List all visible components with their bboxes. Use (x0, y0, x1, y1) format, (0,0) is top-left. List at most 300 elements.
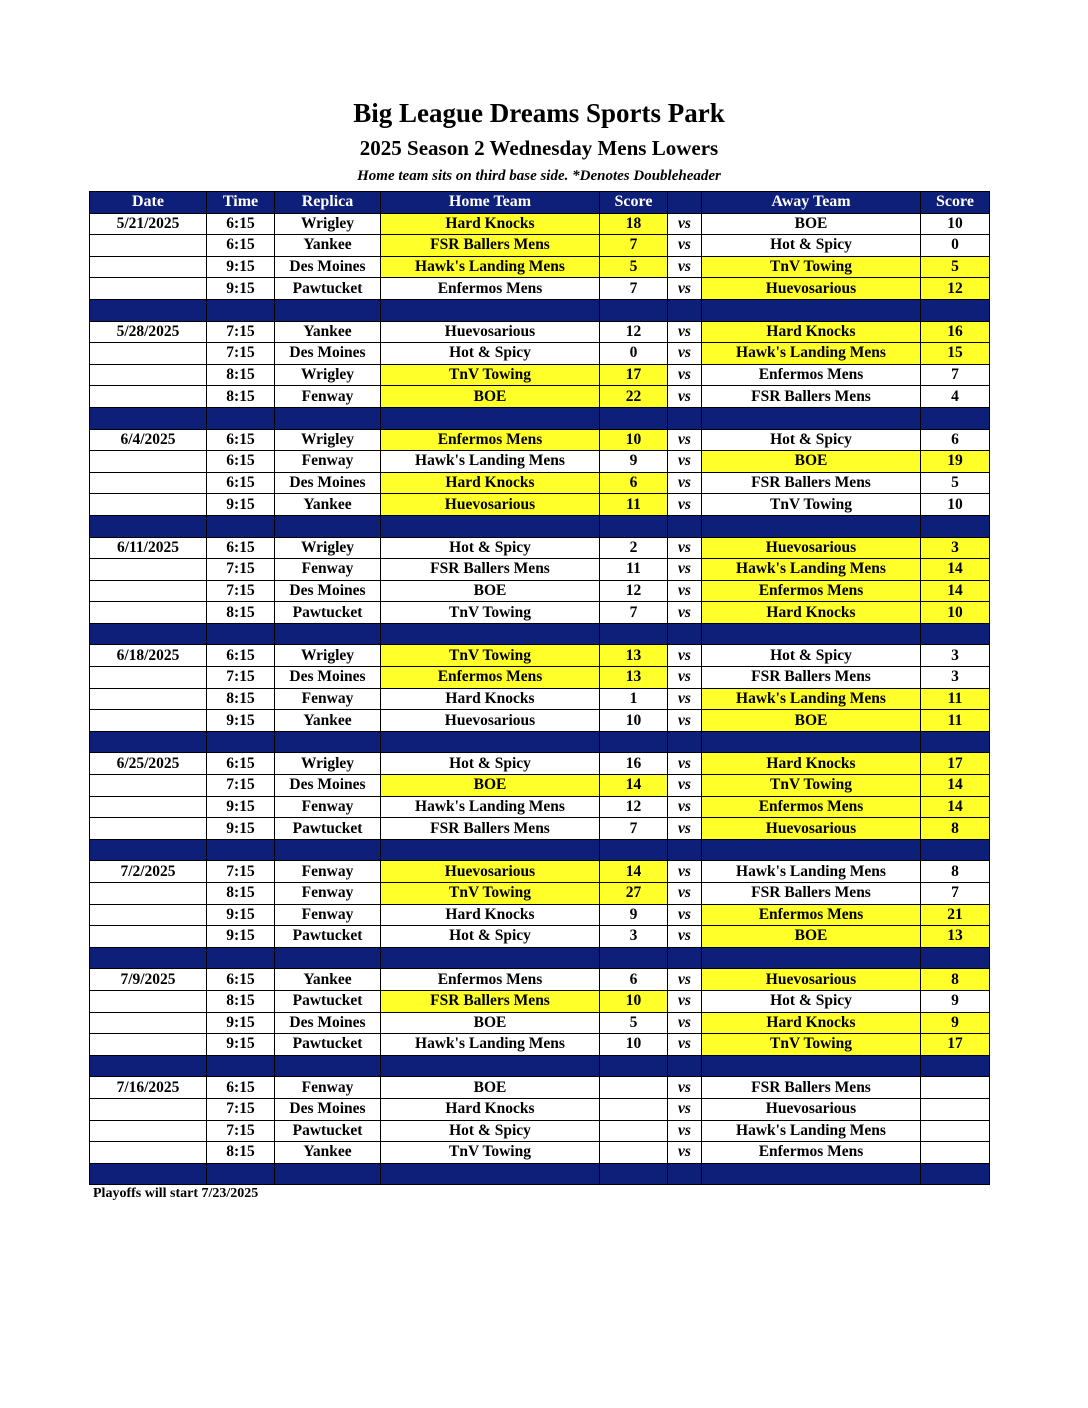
separator-cell (90, 731, 207, 753)
date-cell (90, 1120, 207, 1142)
away-team-cell: Hawk's Landing Mens (702, 559, 921, 581)
away-team-cell: TnV Towing (702, 1034, 921, 1056)
week-separator-row (90, 947, 990, 969)
replica-cell: Pawtucket (275, 926, 381, 948)
home-team-cell: BOE (381, 1012, 600, 1034)
separator-cell (90, 299, 207, 321)
home-team-cell: Hawk's Landing Mens (381, 796, 600, 818)
separator-cell (207, 731, 275, 753)
date-cell (90, 904, 207, 926)
replica-cell: Fenway (275, 559, 381, 581)
away-score-cell: 7 (921, 364, 990, 386)
separator-cell (600, 1055, 668, 1077)
home-score-cell: 7 (600, 235, 668, 257)
week-separator-row (90, 1163, 990, 1185)
time-cell: 6:15 (207, 645, 275, 667)
home-score-cell: 6 (600, 969, 668, 991)
separator-cell (921, 407, 990, 429)
game-row (90, 667, 990, 689)
home-team-cell: Huevosarious (381, 861, 600, 883)
home-team-cell: Hard Knocks (381, 472, 600, 494)
home-team-cell: TnV Towing (381, 1142, 600, 1164)
separator-cell (921, 947, 990, 969)
home-team-cell: Huevosarious (381, 321, 600, 343)
separator-cell (90, 623, 207, 645)
time-cell: 9:15 (207, 1012, 275, 1034)
home-score-cell: 3 (600, 926, 668, 948)
time-cell: 6:15 (207, 213, 275, 235)
separator-cell (90, 515, 207, 537)
vs-cell: vs (668, 386, 702, 408)
away-team-cell: Huevosarious (702, 278, 921, 300)
date-cell (90, 688, 207, 710)
separator-cell (381, 407, 600, 429)
separator-cell (702, 1163, 921, 1185)
home-score-cell (600, 1098, 668, 1120)
home-score-cell: 7 (600, 818, 668, 840)
separator-cell (381, 731, 600, 753)
away-score-cell: 3 (921, 537, 990, 559)
game-row (90, 537, 990, 559)
time-cell: 9:15 (207, 710, 275, 732)
replica-cell: Yankee (275, 321, 381, 343)
date-cell (90, 926, 207, 948)
vs-cell: vs (668, 559, 702, 581)
home-team-cell: TnV Towing (381, 364, 600, 386)
separator-cell (275, 623, 381, 645)
home-score-cell: 12 (600, 580, 668, 602)
away-team-cell: Hot & Spicy (702, 990, 921, 1012)
time-cell: 6:15 (207, 1077, 275, 1099)
game-row (90, 883, 990, 905)
away-team-cell: Enfermos Mens (702, 796, 921, 818)
game-row (90, 818, 990, 840)
date-cell (90, 494, 207, 516)
schedule-table (89, 191, 990, 1185)
week-separator-row (90, 407, 990, 429)
replica-cell: Des Moines (275, 1098, 381, 1120)
separator-cell (207, 839, 275, 861)
away-team-cell: FSR Ballers Mens (702, 667, 921, 689)
home-team-cell: Hot & Spicy (381, 926, 600, 948)
schedule-note: Home team sits on third base side. *Denotes Doubleheader (357, 168, 721, 184)
game-row (90, 1034, 990, 1056)
game-row (90, 343, 990, 365)
vs-cell: vs (668, 904, 702, 926)
time-cell: 8:15 (207, 602, 275, 624)
game-row (90, 580, 990, 602)
away-team-cell: BOE (702, 451, 921, 473)
home-team-cell: Hot & Spicy (381, 537, 600, 559)
separator-cell (600, 623, 668, 645)
separator-cell (668, 623, 702, 645)
date-cell (90, 1012, 207, 1034)
time-cell: 9:15 (207, 494, 275, 516)
home-team-cell: Enfermos Mens (381, 429, 600, 451)
separator-cell (921, 299, 990, 321)
separator-cell (600, 731, 668, 753)
date-cell: 7/16/2025 (90, 1077, 207, 1099)
time-cell: 7:15 (207, 667, 275, 689)
col-replica-header: Replica (275, 192, 381, 214)
home-team-cell: Hard Knocks (381, 1098, 600, 1120)
home-score-cell: 9 (600, 451, 668, 473)
home-score-cell (600, 1077, 668, 1099)
game-row (90, 321, 990, 343)
game-row (90, 235, 990, 257)
week-separator-row (90, 731, 990, 753)
away-team-cell: Hawk's Landing Mens (702, 1120, 921, 1142)
col-home-score-header: Score (600, 192, 668, 214)
game-row (90, 386, 990, 408)
away-score-cell: 10 (921, 494, 990, 516)
away-score-cell: 21 (921, 904, 990, 926)
away-team-cell: Huevosarious (702, 969, 921, 991)
home-score-cell: 9 (600, 904, 668, 926)
game-row (90, 710, 990, 732)
vs-cell: vs (668, 429, 702, 451)
vs-cell: vs (668, 926, 702, 948)
replica-cell: Wrigley (275, 364, 381, 386)
replica-cell: Des Moines (275, 256, 381, 278)
time-cell: 8:15 (207, 990, 275, 1012)
date-cell (90, 1142, 207, 1164)
separator-cell (381, 947, 600, 969)
vs-cell: vs (668, 343, 702, 365)
away-team-cell: Huevosarious (702, 537, 921, 559)
date-cell (90, 667, 207, 689)
col-time-header: Time (207, 192, 275, 214)
separator-cell (668, 731, 702, 753)
vs-cell: vs (668, 235, 702, 257)
separator-cell (668, 839, 702, 861)
separator-cell (668, 407, 702, 429)
replica-cell: Yankee (275, 710, 381, 732)
home-team-cell: Enfermos Mens (381, 278, 600, 300)
time-cell: 6:15 (207, 235, 275, 257)
away-score-cell: 7 (921, 883, 990, 905)
vs-cell: vs (668, 688, 702, 710)
away-score-cell: 14 (921, 796, 990, 818)
separator-cell (381, 1163, 600, 1185)
replica-cell: Fenway (275, 451, 381, 473)
separator-cell (90, 839, 207, 861)
week-separator-row (90, 623, 990, 645)
home-score-cell: 12 (600, 321, 668, 343)
replica-cell: Des Moines (275, 1012, 381, 1034)
separator-cell (921, 623, 990, 645)
away-score-cell: 8 (921, 969, 990, 991)
time-cell: 8:15 (207, 883, 275, 905)
away-score-cell: 8 (921, 818, 990, 840)
home-score-cell: 22 (600, 386, 668, 408)
away-team-cell: Hawk's Landing Mens (702, 688, 921, 710)
vs-cell: vs (668, 710, 702, 732)
vs-cell: vs (668, 472, 702, 494)
game-row (90, 472, 990, 494)
replica-cell: Wrigley (275, 537, 381, 559)
separator-cell (275, 1055, 381, 1077)
home-score-cell: 7 (600, 278, 668, 300)
home-score-cell: 18 (600, 213, 668, 235)
separator-cell (381, 623, 600, 645)
away-score-cell: 14 (921, 580, 990, 602)
date-cell (90, 818, 207, 840)
away-score-cell: 13 (921, 926, 990, 948)
vs-cell: vs (668, 1034, 702, 1056)
replica-cell: Pawtucket (275, 1034, 381, 1056)
separator-cell (275, 947, 381, 969)
separator-cell (90, 407, 207, 429)
vs-cell: vs (668, 256, 702, 278)
home-score-cell: 17 (600, 364, 668, 386)
home-score-cell: 16 (600, 753, 668, 775)
away-team-cell: Hard Knocks (702, 321, 921, 343)
separator-cell (275, 515, 381, 537)
home-score-cell: 10 (600, 429, 668, 451)
away-score-cell (921, 1098, 990, 1120)
date-cell (90, 1034, 207, 1056)
home-team-cell: BOE (381, 580, 600, 602)
time-cell: 8:15 (207, 364, 275, 386)
separator-cell (207, 299, 275, 321)
col-away-score-header: Score (921, 192, 990, 214)
home-team-cell: FSR Ballers Mens (381, 990, 600, 1012)
home-score-cell: 10 (600, 1034, 668, 1056)
away-team-cell: Hot & Spicy (702, 429, 921, 451)
replica-cell: Pawtucket (275, 818, 381, 840)
replica-cell: Fenway (275, 861, 381, 883)
replica-cell: Yankee (275, 235, 381, 257)
separator-cell (275, 1163, 381, 1185)
replica-cell: Des Moines (275, 472, 381, 494)
away-team-cell: Hot & Spicy (702, 235, 921, 257)
away-score-cell: 14 (921, 775, 990, 797)
away-team-cell: Hard Knocks (702, 1012, 921, 1034)
time-cell: 9:15 (207, 796, 275, 818)
separator-cell (702, 515, 921, 537)
home-team-cell: Huevosarious (381, 710, 600, 732)
away-score-cell: 3 (921, 645, 990, 667)
home-team-cell: Hot & Spicy (381, 753, 600, 775)
vs-cell: vs (668, 667, 702, 689)
home-team-cell: Hard Knocks (381, 213, 600, 235)
away-team-cell: FSR Ballers Mens (702, 883, 921, 905)
separator-cell (668, 1163, 702, 1185)
page-title: Big League Dreams Sports Park (353, 98, 725, 128)
away-team-cell: Enfermos Mens (702, 904, 921, 926)
separator-cell (668, 1055, 702, 1077)
separator-cell (702, 731, 921, 753)
separator-cell (921, 515, 990, 537)
separator-cell (702, 839, 921, 861)
separator-cell (381, 839, 600, 861)
time-cell: 6:15 (207, 753, 275, 775)
game-row (90, 1120, 990, 1142)
away-team-cell: TnV Towing (702, 256, 921, 278)
game-row (90, 1142, 990, 1164)
vs-cell: vs (668, 494, 702, 516)
away-score-cell: 0 (921, 235, 990, 257)
separator-cell (381, 299, 600, 321)
home-team-cell: Enfermos Mens (381, 969, 600, 991)
home-team-cell: BOE (381, 1077, 600, 1099)
separator-cell (600, 299, 668, 321)
separator-cell (702, 1055, 921, 1077)
vs-cell: vs (668, 796, 702, 818)
date-cell (90, 883, 207, 905)
col-date-header: Date (90, 192, 207, 214)
col-vs-header (668, 192, 702, 214)
time-cell: 7:15 (207, 775, 275, 797)
vs-cell: vs (668, 1120, 702, 1142)
replica-cell: Fenway (275, 796, 381, 818)
separator-cell (600, 515, 668, 537)
footer-note: Playoffs will start 7/23/2025 (93, 1186, 259, 1201)
home-team-cell: FSR Ballers Mens (381, 235, 600, 257)
home-team-cell: TnV Towing (381, 602, 600, 624)
home-score-cell: 14 (600, 775, 668, 797)
time-cell: 7:15 (207, 861, 275, 883)
replica-cell: Fenway (275, 1077, 381, 1099)
home-team-cell: Hawk's Landing Mens (381, 1034, 600, 1056)
away-team-cell: Hard Knocks (702, 753, 921, 775)
home-score-cell: 5 (600, 256, 668, 278)
home-team-cell: Hot & Spicy (381, 1120, 600, 1142)
vs-cell: vs (668, 861, 702, 883)
home-team-cell: TnV Towing (381, 883, 600, 905)
away-team-cell: Hot & Spicy (702, 645, 921, 667)
time-cell: 9:15 (207, 904, 275, 926)
away-team-cell: BOE (702, 213, 921, 235)
vs-cell: vs (668, 537, 702, 559)
date-cell (90, 256, 207, 278)
game-row (90, 926, 990, 948)
separator-cell (702, 623, 921, 645)
home-score-cell: 10 (600, 990, 668, 1012)
home-score-cell: 13 (600, 645, 668, 667)
vs-cell: vs (668, 883, 702, 905)
time-cell: 9:15 (207, 1034, 275, 1056)
replica-cell: Wrigley (275, 213, 381, 235)
vs-cell: vs (668, 364, 702, 386)
time-cell: 7:15 (207, 1098, 275, 1120)
game-row (90, 753, 990, 775)
home-score-cell: 10 (600, 710, 668, 732)
vs-cell: vs (668, 775, 702, 797)
vs-cell: vs (668, 818, 702, 840)
away-team-cell: TnV Towing (702, 494, 921, 516)
away-score-cell: 10 (921, 602, 990, 624)
date-cell (90, 386, 207, 408)
away-score-cell: 8 (921, 861, 990, 883)
separator-cell (668, 299, 702, 321)
separator-cell (381, 1055, 600, 1077)
replica-cell: Des Moines (275, 775, 381, 797)
away-team-cell: Hawk's Landing Mens (702, 343, 921, 365)
date-cell (90, 451, 207, 473)
separator-cell (921, 1055, 990, 1077)
game-row (90, 796, 990, 818)
replica-cell: Fenway (275, 386, 381, 408)
vs-cell: vs (668, 321, 702, 343)
replica-cell: Fenway (275, 883, 381, 905)
date-cell: 6/11/2025 (90, 537, 207, 559)
home-score-cell: 5 (600, 1012, 668, 1034)
away-team-cell: BOE (702, 926, 921, 948)
away-score-cell (921, 1120, 990, 1142)
away-team-cell: Enfermos Mens (702, 1142, 921, 1164)
game-row (90, 861, 990, 883)
away-team-cell: Hard Knocks (702, 602, 921, 624)
away-score-cell: 3 (921, 667, 990, 689)
vs-cell: vs (668, 278, 702, 300)
separator-cell (600, 947, 668, 969)
separator-cell (275, 731, 381, 753)
away-team-cell: Huevosarious (702, 818, 921, 840)
col-away-team-header: Away Team (702, 192, 921, 214)
home-team-cell: Enfermos Mens (381, 667, 600, 689)
vs-cell: vs (668, 990, 702, 1012)
time-cell: 7:15 (207, 1120, 275, 1142)
home-team-cell: BOE (381, 775, 600, 797)
separator-cell (921, 839, 990, 861)
away-score-cell (921, 1077, 990, 1099)
time-cell: 6:15 (207, 472, 275, 494)
date-cell (90, 472, 207, 494)
separator-cell (90, 947, 207, 969)
away-score-cell: 16 (921, 321, 990, 343)
replica-cell: Fenway (275, 904, 381, 926)
game-row (90, 1077, 990, 1099)
vs-cell: vs (668, 602, 702, 624)
vs-cell: vs (668, 580, 702, 602)
replica-cell: Fenway (275, 688, 381, 710)
game-row (90, 213, 990, 235)
date-cell (90, 990, 207, 1012)
separator-cell (207, 623, 275, 645)
home-score-cell (600, 1120, 668, 1142)
game-row (90, 1012, 990, 1034)
away-score-cell: 14 (921, 559, 990, 581)
time-cell: 9:15 (207, 818, 275, 840)
game-row (90, 429, 990, 451)
separator-cell (921, 731, 990, 753)
away-score-cell (921, 1142, 990, 1164)
separator-cell (702, 299, 921, 321)
away-score-cell: 19 (921, 451, 990, 473)
separator-cell (600, 407, 668, 429)
time-cell: 7:15 (207, 559, 275, 581)
away-score-cell: 9 (921, 1012, 990, 1034)
away-score-cell: 12 (921, 278, 990, 300)
away-score-cell: 5 (921, 472, 990, 494)
away-team-cell: FSR Ballers Mens (702, 386, 921, 408)
home-team-cell: Hawk's Landing Mens (381, 451, 600, 473)
replica-cell: Pawtucket (275, 990, 381, 1012)
home-team-cell: Hard Knocks (381, 688, 600, 710)
week-separator-row (90, 1055, 990, 1077)
replica-cell: Yankee (275, 969, 381, 991)
away-score-cell: 11 (921, 710, 990, 732)
home-score-cell: 0 (600, 343, 668, 365)
separator-cell (90, 1163, 207, 1185)
separator-cell (275, 407, 381, 429)
week-separator-row (90, 839, 990, 861)
vs-cell: vs (668, 451, 702, 473)
time-cell: 8:15 (207, 688, 275, 710)
time-cell: 9:15 (207, 256, 275, 278)
